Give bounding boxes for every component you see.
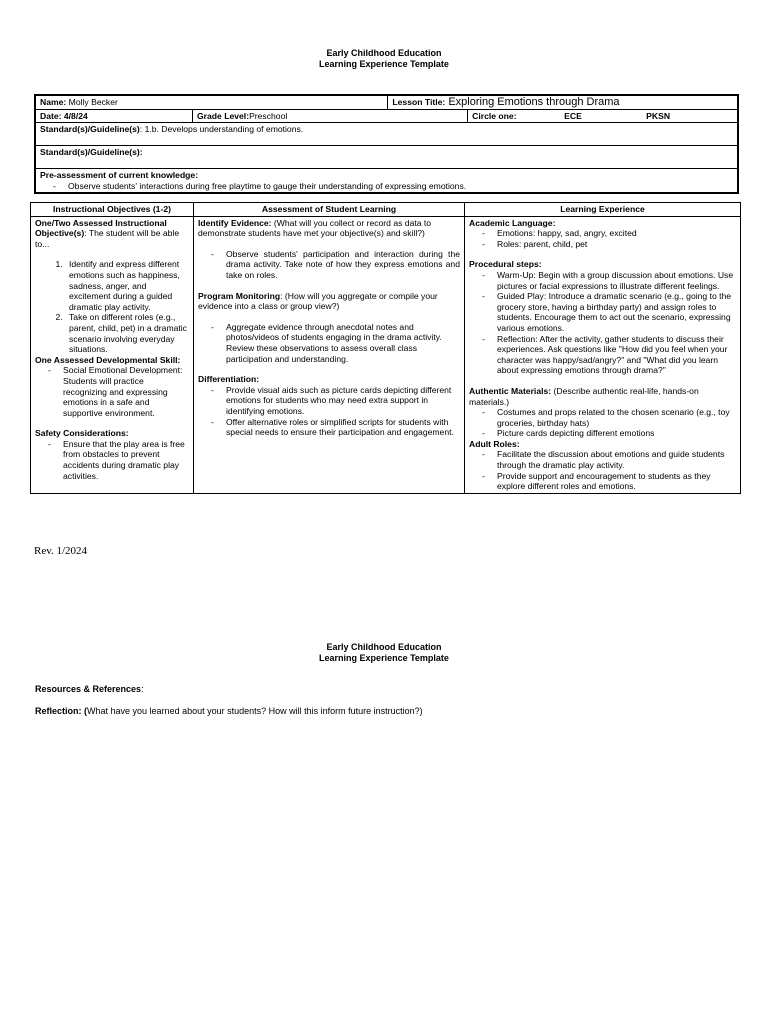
safety-list [35, 439, 189, 481]
grade-label: Grade Level: [197, 110, 250, 121]
resources-heading [35, 684, 144, 694]
standard-cell-2: Standard(s)/Guideline(s): [35, 146, 738, 169]
objectives-heading-tail: : The student will be able to... [35, 228, 180, 249]
resources-label: Resources & References [35, 684, 142, 694]
differentiation-label: Differentiation: [198, 374, 260, 385]
revision-label: Rev. 1/2024 [34, 545, 88, 557]
academic-label: Academic Language: [469, 217, 556, 228]
grade-cell [193, 109, 468, 123]
list-item: - Provide support and encouragement to students as they explore different roles and emotions. [482, 471, 736, 492]
list-item: - Costumes and props related to the chosen scenario (e.g., toy groceries, birthday hats) [482, 407, 736, 428]
assessment-cell [194, 216, 465, 493]
authentic-materials [469, 386, 736, 407]
date-row [35, 109, 738, 123]
list-item: - Picture cards depicting different emotions [482, 428, 736, 439]
list-item: - Reflection: After the activity, gather students to discuss their experiences. Ask questions like "How did you feel when your character was happy/sad/angry?" and "What did you learn about expressing emotions through drama?" [482, 334, 736, 376]
procedural-list [469, 270, 736, 376]
lesson-title-label: Lesson Title: [392, 97, 446, 107]
list-item: - Ensure that the play area is free from obstacles to prevent accidents during dramatic play activities. [48, 439, 189, 481]
program-monitoring [198, 291, 460, 312]
adult-roles-label: Adult Roles: [469, 438, 520, 449]
content-row [31, 216, 741, 493]
monitor-text: : (How will you aggregate or compile your evidence into a class or group view?) [198, 290, 438, 312]
adult-roles-list [469, 449, 736, 491]
list-item: - Roles: parent, child, pet [482, 239, 736, 250]
list-item: - Provide visual aids such as picture cards depicting different emotions for students who may need extra support in identifying emotions. [211, 385, 460, 417]
preassess-list [40, 181, 733, 192]
identify-text: (What will you collect or record as data to demonstrate students have met your objective(s) and skill?) [198, 217, 432, 239]
monitor-label: Program Monitoring [198, 290, 281, 301]
authentic-list [469, 407, 736, 439]
list-item: - Guided Play: Introduce a dramatic scenario (e.g., going to the grocery store, having a birthday party) and assign roles to students. Encourage them to act out the scenario, expressing various emotions. [482, 291, 736, 333]
identify-evidence [198, 218, 460, 239]
objectives-heading [35, 218, 189, 250]
reflection-label: Reflection: ( [35, 706, 88, 716]
academic-list [469, 228, 736, 249]
circle-option-ece[interactable]: ECE [564, 110, 582, 121]
list-item: - Offer alternative roles or simplified scripts for students with special needs to ensure their participation and engagement. [211, 417, 460, 438]
circle-option-pksn[interactable]: PKSN [646, 110, 671, 121]
date-cell: Date: 4/8/24 [35, 109, 193, 123]
main-table [30, 202, 741, 494]
standard-row-2 [35, 146, 738, 169]
lesson-title-value: Exploring Emotions through Drama [445, 96, 620, 108]
list-item: - Observe students' participation and interaction during the drama activity. Take note of how they express emotions and take on roles. [211, 249, 460, 281]
list-item: - Social Emotional Development: Students will practice recognizing and expressing emotions in a safe and supportive environment. [48, 365, 189, 418]
standard-cell-1 [35, 123, 738, 146]
differentiation-list [198, 385, 460, 438]
identify-label: Identify Evidence: [198, 217, 272, 228]
objectives-cell [31, 216, 194, 493]
authentic-text: (Describe authentic real-life, hands-on materials.) [469, 385, 699, 407]
name-label: Name: [40, 97, 67, 107]
name-row [35, 95, 738, 109]
list-item: - Aggregate evidence through anecdotal notes and photos/videos of students engaging in the drama activity. Review these observations to assess overall class participation and understanding. [211, 322, 460, 364]
reflection-text: What have you learned about your students? How will this inform future instruction?) [87, 706, 423, 716]
list-item: - Warm-Up: Begin with a group discussion about emotions. Use pictures or facial expressions to illustrate different feelings. [482, 270, 736, 291]
dev-skill-list [35, 365, 189, 418]
circle-cell [468, 109, 738, 123]
title-line-2: Learning Experience Template [319, 59, 449, 69]
page-2-title [0, 642, 768, 664]
page-title [0, 48, 768, 70]
grade-value: Preschool [249, 110, 288, 121]
title-line-1: Early Childhood Education [326, 642, 442, 652]
reflection-heading [35, 706, 423, 716]
column-header-assessment: Assessment of Student Learning [194, 203, 465, 217]
experience-cell [465, 216, 741, 493]
preassess-row [35, 169, 738, 194]
authentic-label: Authentic Materials: [469, 385, 552, 396]
objectives-list [35, 259, 189, 354]
list-item: - Emotions: happy, sad, angry, excited [482, 228, 736, 239]
title-line-1: Early Childhood Education [326, 48, 442, 58]
column-header-experience: Learning Experience [465, 203, 741, 217]
name-cell [35, 95, 388, 109]
name-value: Molly Becker [66, 97, 118, 107]
identify-list [198, 249, 460, 281]
procedural-label: Procedural steps: [469, 259, 542, 270]
column-header-objectives: Instructional Objectives (1-2) [31, 203, 194, 217]
standard-row-1 [35, 123, 738, 146]
preassess-cell [35, 169, 738, 194]
standard-value-1: : 1.b. Develops understanding of emotions. [139, 124, 304, 135]
preassess-label: Pre-assessment of current knowledge: [40, 170, 199, 181]
resources-colon: : [141, 684, 144, 694]
dev-skill-heading: One Assessed Developmental Skill: [35, 354, 181, 365]
circle-label: Circle one: [472, 110, 517, 121]
standard-label-1: Standard(s)/Guideline(s) [40, 124, 140, 135]
objectives-heading-label: One/Two Assessed Instructional Objective(s) [35, 217, 167, 239]
safety-heading: Safety Considerations: [35, 428, 129, 439]
list-item: - Facilitate the discussion about emotions and guide students through the dramatic play activity. [482, 449, 736, 470]
header-table [34, 94, 739, 194]
column-header-row [31, 203, 741, 217]
title-line-2: Learning Experience Template [319, 653, 449, 663]
list-item: - Observe students' interactions during free playtime to gauge their understanding of expressing emotions. [53, 181, 733, 192]
list-item: 2. Take on different roles (e.g., parent, child, pet) in a dramatic scenario involving everyday situations. [65, 312, 189, 354]
monitor-list [198, 322, 460, 364]
lesson-title-cell [388, 95, 738, 109]
list-item: 1. Identify and express different emotions such as happiness, sadness, anger, and excitement during a guided dramatic play activity. [65, 259, 189, 312]
